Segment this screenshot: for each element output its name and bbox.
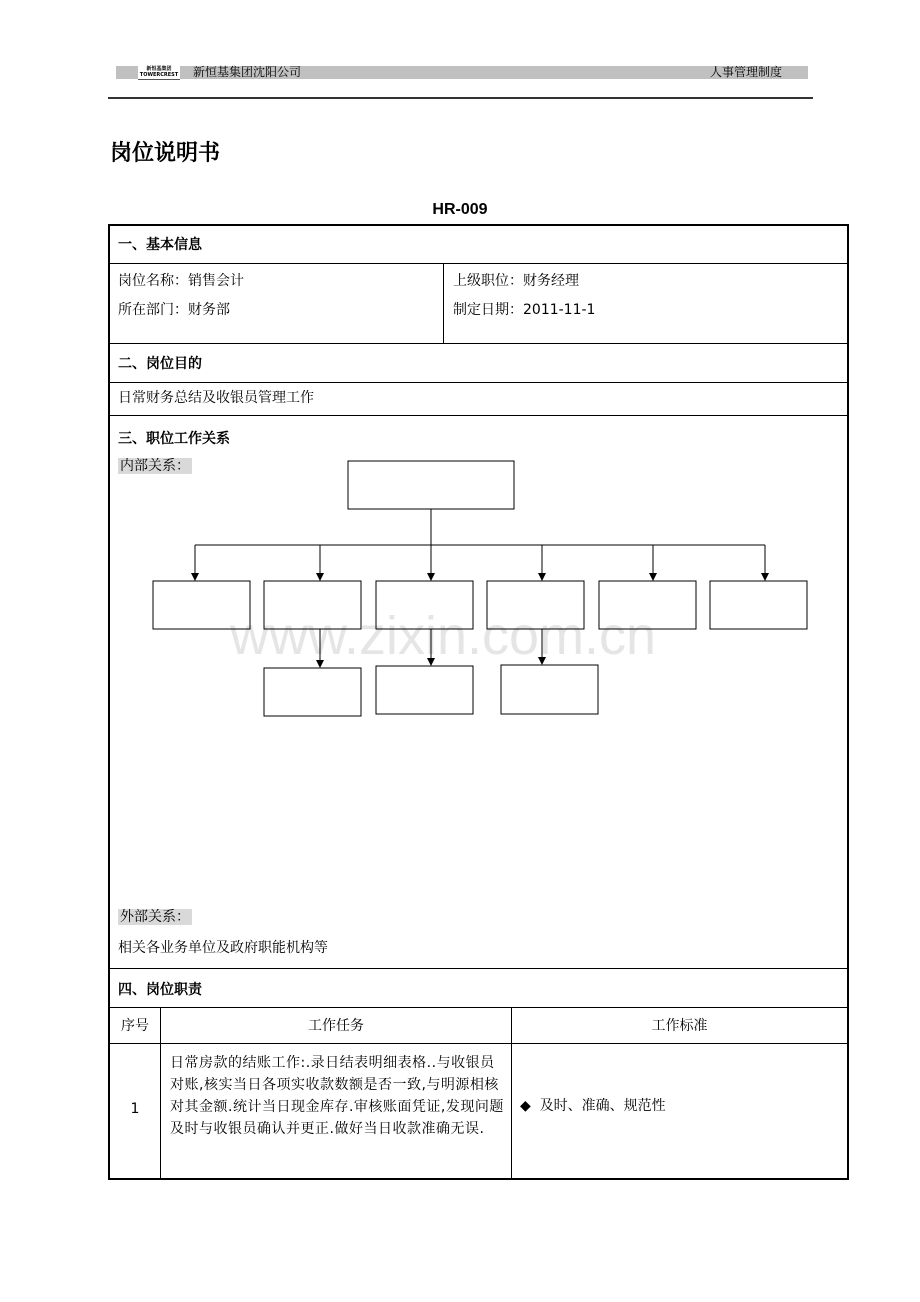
row-number: 1 (130, 1101, 140, 1117)
internal-relations-label: 内部关系： (120, 458, 190, 474)
external-relations-label: 外部关系： (120, 909, 190, 925)
header-section: 人事管理制度 (710, 65, 783, 79)
page-title: 岗位说明书 (110, 141, 221, 166)
org-box (599, 581, 696, 629)
section4-heading: 四、岗位职责 (118, 982, 202, 998)
effective-date: 制定日期：2011-11-1 (453, 302, 596, 318)
section1-heading: 一、基本信息 (118, 237, 202, 253)
col-header-standard: 工作标准 (651, 1018, 708, 1034)
org-box-top (348, 461, 514, 509)
org-box (264, 668, 361, 716)
company-name: 新恒基集团沈阳公司 (193, 65, 302, 79)
company-logo: 新恒基集团 TOWERCREST (139, 66, 179, 78)
section3-heading: 三、职位工作关系 (118, 431, 230, 447)
department: 所在部门：财务部 (118, 302, 230, 318)
org-box (376, 581, 473, 629)
org-chart (110, 226, 847, 966)
header-rule (108, 97, 813, 99)
watermark: www.zixin.com.cn (230, 606, 657, 666)
org-box (501, 665, 598, 714)
col-header-no: 序号 (121, 1018, 149, 1034)
document-code: HR-009 (432, 201, 488, 218)
section2-heading: 二、岗位目的 (118, 356, 202, 372)
position-name: 岗位名称：销售会计 (118, 273, 244, 289)
job-description-table (108, 224, 849, 1180)
job-purpose: 日常财务总结及收银员管理工作 (118, 390, 314, 406)
diamond-bullet-icon: ◆ (520, 1098, 531, 1114)
org-box (376, 666, 473, 714)
external-relations-text: 相关各业务单位及政府职能机构等 (118, 940, 328, 956)
org-box (710, 581, 807, 629)
org-box (487, 581, 584, 629)
col-header-task: 工作任务 (308, 1018, 364, 1034)
org-box (264, 581, 361, 629)
org-box (153, 581, 250, 629)
row-task: 日常房款的结账工作:.录日结表明细表格..与收银员对账,核实当日各项实收款数额是否一致,与明源相核对其金额.统计当日现金库存.审核账面凭证,发现问题及时与收银员确认并更正.做好当日收款准确无误. (170, 1055, 504, 1137)
superior-position: 上级职位：财务经理 (453, 273, 579, 289)
row-standard: 及时、准确、规范性 (539, 1098, 666, 1114)
